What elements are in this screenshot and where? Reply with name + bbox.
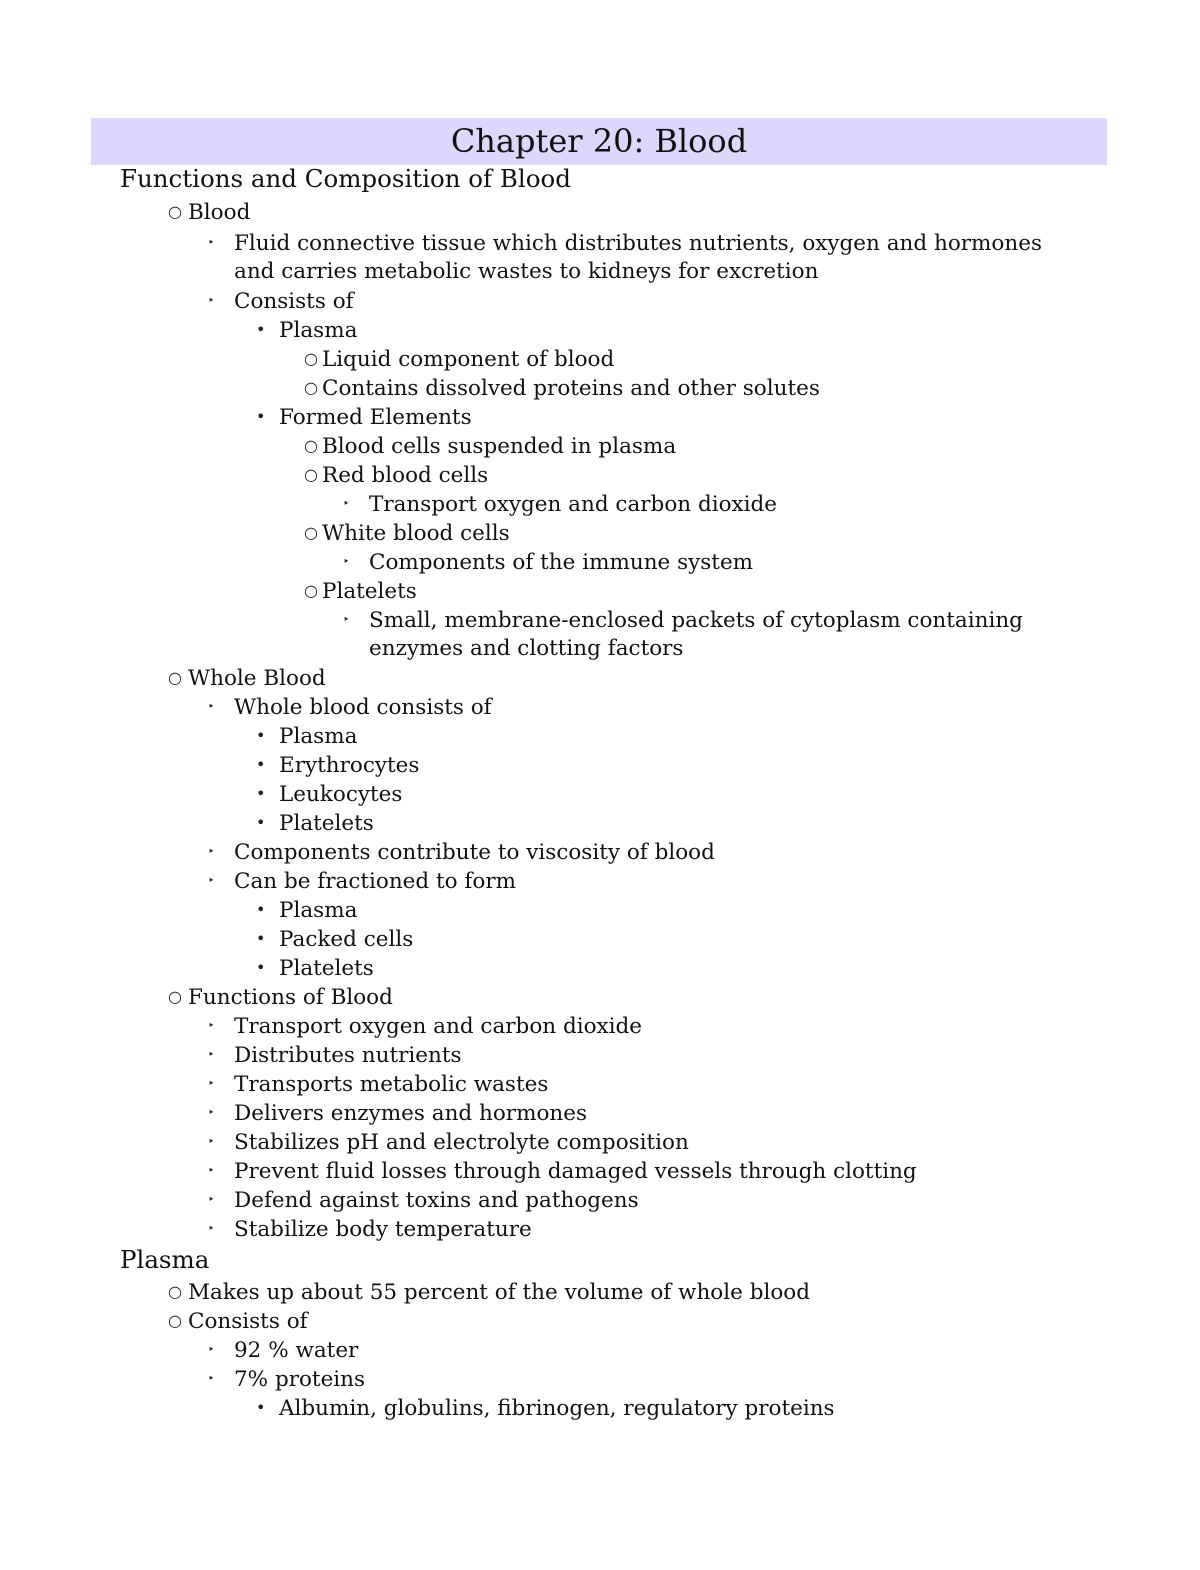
- arrow-bullet-icon: ‣: [208, 1343, 215, 1356]
- circle-bullet-icon: ○: [168, 668, 182, 687]
- list-item: ○ Blood cells suspended in plasma: [0, 431, 676, 460]
- arrow-bullet-icon: ‣: [208, 236, 215, 249]
- list-item: • Plasma: [0, 721, 357, 750]
- arrow-bullet-icon: ‣: [343, 613, 350, 626]
- list-item: ○ Whole Blood: [0, 663, 326, 692]
- circle-bullet-icon: ○: [168, 1282, 182, 1301]
- list-item-continuation: and carries metabolic wastes to kidneys for excretion: [234, 259, 819, 284]
- list-item: • Plasma: [0, 895, 357, 924]
- arrow-bullet-icon: ‣: [343, 497, 350, 510]
- list-item: ○ Consists of: [0, 1306, 308, 1335]
- circle-bullet-icon: ○: [304, 378, 318, 397]
- list-item: ‣ Defend against toxins and pathogens: [0, 1185, 639, 1214]
- dot-bullet-icon: •: [256, 407, 266, 426]
- list-item: ○ White blood cells: [0, 518, 510, 547]
- arrow-bullet-icon: ‣: [208, 1106, 215, 1119]
- arrow-bullet-icon: ‣: [208, 1222, 215, 1235]
- dot-bullet-icon: •: [256, 320, 266, 339]
- list-item: ○ Functions of Blood: [0, 982, 393, 1011]
- arrow-bullet-icon: ‣: [208, 1372, 215, 1385]
- circle-bullet-icon: ○: [168, 1311, 182, 1330]
- arrow-bullet-icon: ‣: [208, 1135, 215, 1148]
- list-item: • Leukocytes: [0, 779, 402, 808]
- list-item: ‣ Consists of: [0, 286, 354, 315]
- list-item: ○ Red blood cells: [0, 460, 488, 489]
- dot-bullet-icon: •: [256, 958, 266, 977]
- arrow-bullet-icon: ‣: [343, 555, 350, 568]
- circle-bullet-icon: ○: [304, 465, 318, 484]
- list-item: ‣ 92 % water: [0, 1335, 358, 1364]
- circle-bullet-icon: ○: [304, 523, 318, 542]
- section-heading-plasma: Plasma: [120, 1245, 210, 1274]
- list-item: • Platelets: [0, 808, 374, 837]
- list-item: • Erythrocytes: [0, 750, 419, 779]
- list-item: ○ Contains dissolved proteins and other solutes: [0, 373, 820, 402]
- list-item: • Formed Elements: [0, 402, 472, 431]
- list-item: ‣ Small, membrane-enclosed packets of cytoplasm containing: [0, 605, 1023, 634]
- arrow-bullet-icon: ‣: [208, 1164, 215, 1177]
- dot-bullet-icon: •: [256, 813, 266, 832]
- list-item: ‣ Fluid connective tissue which distributes nutrients, oxygen and hormones: [0, 228, 1042, 257]
- list-item-continuation: enzymes and clotting factors: [369, 636, 684, 661]
- list-item: ‣ Whole blood consists of: [0, 692, 492, 721]
- arrow-bullet-icon: ‣: [208, 294, 215, 307]
- arrow-bullet-icon: ‣: [208, 1019, 215, 1032]
- dot-bullet-icon: •: [256, 929, 266, 948]
- list-item: • Albumin, globulins, fibrinogen, regulatory proteins: [0, 1393, 835, 1422]
- list-item: • Platelets: [0, 953, 374, 982]
- arrow-bullet-icon: ‣: [208, 845, 215, 858]
- list-item: • Plasma: [0, 315, 357, 344]
- list-item: ○ Platelets: [0, 576, 417, 605]
- arrow-bullet-icon: ‣: [208, 700, 215, 713]
- list-item: ‣ Stabilizes pH and electrolyte composition: [0, 1127, 689, 1156]
- list-item: ‣ Transport oxygen and carbon dioxide: [0, 489, 777, 518]
- dot-bullet-icon: •: [256, 755, 266, 774]
- arrow-bullet-icon: ‣: [208, 874, 215, 887]
- list-item: • Packed cells: [0, 924, 413, 953]
- list-item: ‣ Can be fractioned to form: [0, 866, 516, 895]
- list-item: ○ Blood: [0, 197, 250, 226]
- list-item: ‣ Stabilize body temperature: [0, 1214, 532, 1243]
- dot-bullet-icon: •: [256, 1398, 266, 1417]
- list-item: ‣ Delivers enzymes and hormones: [0, 1098, 587, 1127]
- arrow-bullet-icon: ‣: [208, 1048, 215, 1061]
- dot-bullet-icon: •: [256, 726, 266, 745]
- section-heading-functions: Functions and Composition of Blood: [120, 164, 571, 193]
- list-item: ‣ Components contribute to viscosity of blood: [0, 837, 715, 866]
- circle-bullet-icon: ○: [168, 202, 182, 221]
- list-item: ‣ Prevent fluid losses through damaged vessels through clotting: [0, 1156, 917, 1185]
- list-item: ○ Makes up about 55 percent of the volume of whole blood: [0, 1277, 810, 1306]
- circle-bullet-icon: ○: [304, 436, 318, 455]
- circle-bullet-icon: ○: [304, 581, 318, 600]
- list-item: ‣ Transport oxygen and carbon dioxide: [0, 1011, 642, 1040]
- arrow-bullet-icon: ‣: [208, 1193, 215, 1206]
- list-item: ○ Liquid component of blood: [0, 344, 614, 373]
- arrow-bullet-icon: ‣: [208, 1077, 215, 1090]
- list-item: ‣ Transports metabolic wastes: [0, 1069, 548, 1098]
- circle-bullet-icon: ○: [304, 349, 318, 368]
- chapter-title: Chapter 20: Blood: [450, 122, 748, 160]
- dot-bullet-icon: •: [256, 900, 266, 919]
- chapter-title-bar: [91, 118, 1107, 165]
- circle-bullet-icon: ○: [168, 987, 182, 1006]
- list-item: ‣ Components of the immune system: [0, 547, 753, 576]
- list-item: ‣ Distributes nutrients: [0, 1040, 462, 1069]
- list-item: ‣ 7% proteins: [0, 1364, 365, 1393]
- dot-bullet-icon: •: [256, 784, 266, 803]
